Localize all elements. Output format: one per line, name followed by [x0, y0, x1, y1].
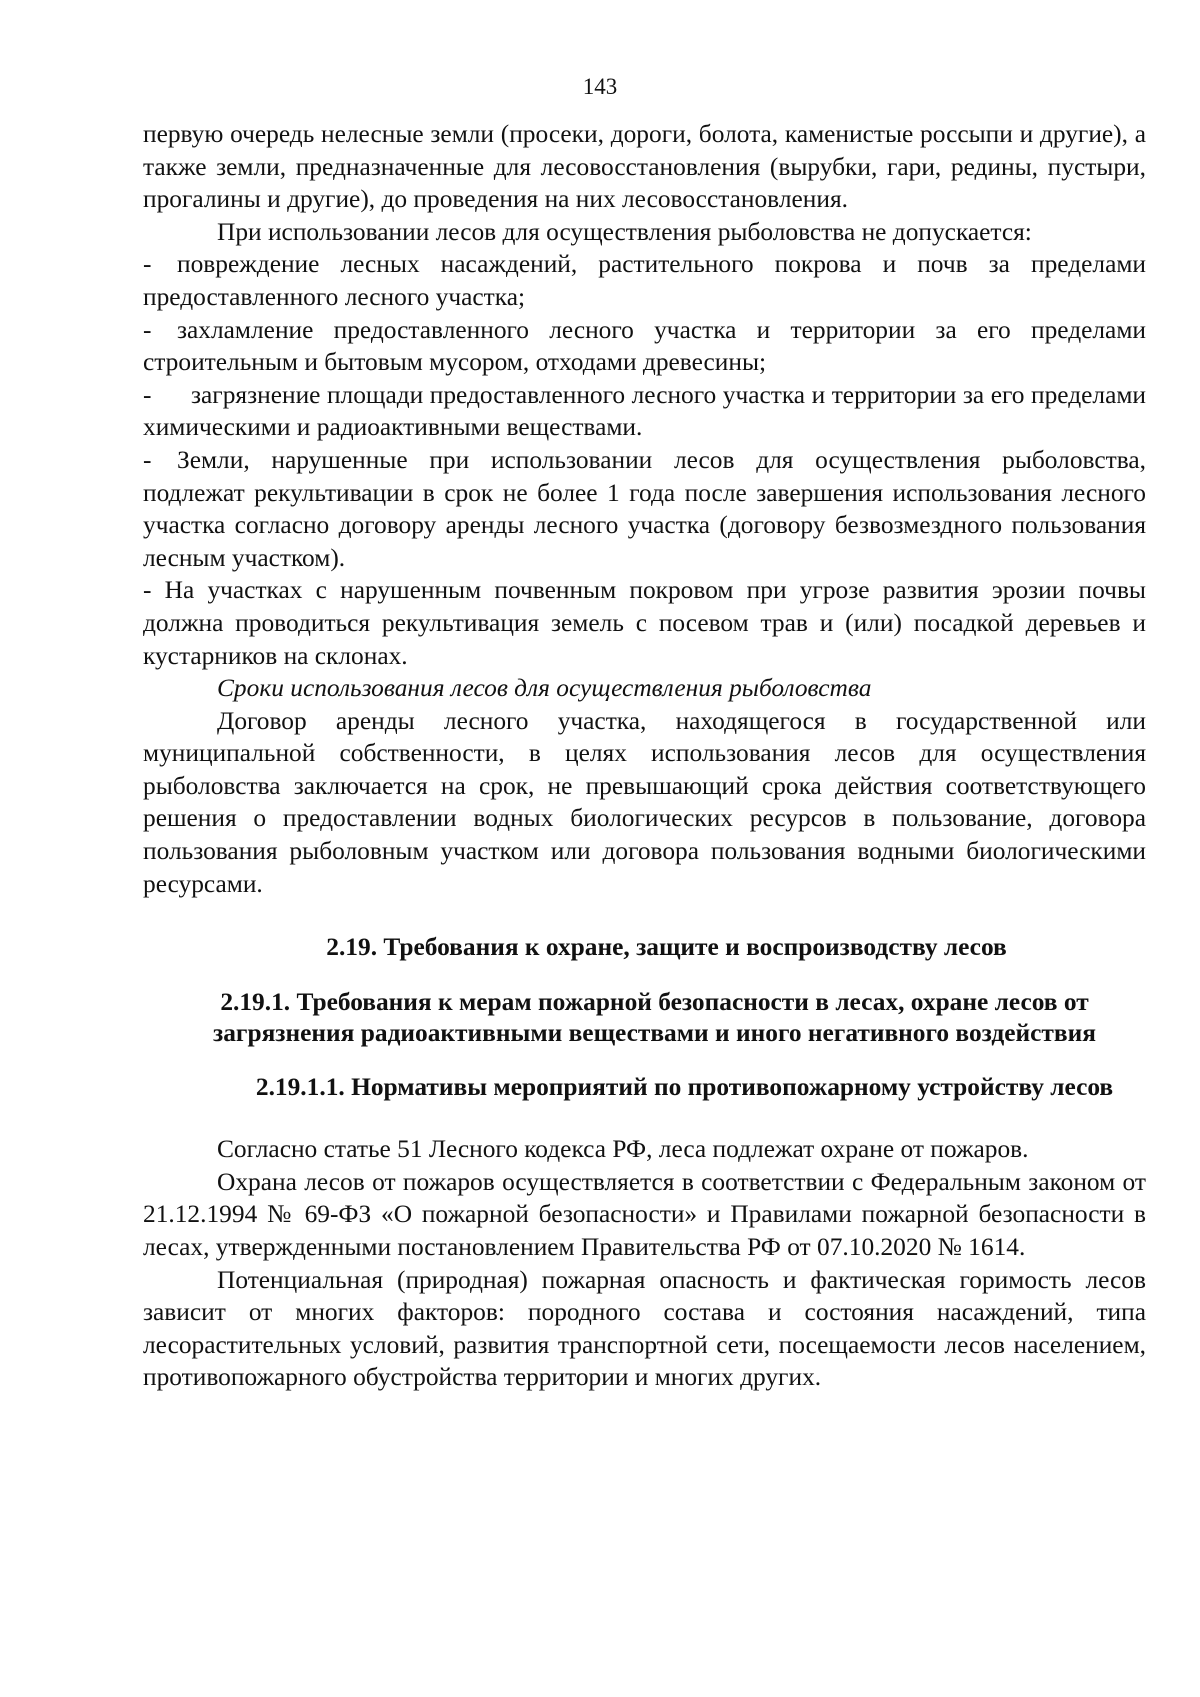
- paragraph-lease-term: Договор аренды лесного участка, находящегося в государственной или муниципальной собственности, в целях использования лесов для осуществления рыболовства заключается на срок, не превышающий срока действия соответствующего решения о предоставлении водных биологических ресурсов в пользование, договора пользования рыболовным участком или договора пользования водными биологическими ресурсами.: [143, 706, 1146, 898]
- list-item-text: захламление предоставленного лесного участка и территории за его пределами строительным и бытовым мусором, отходами древесины;: [143, 315, 1146, 377]
- section-heading-2-19-1: 2.19.1. Требования к мерам пожарной безопасности в лесах, охране лесов от загрязнения радиоактивными веществами и иного негативного воздействия: [213, 988, 1096, 1048]
- list-item: [143, 379, 1146, 444]
- paragraph-continuation: первую очередь нелесные земли (просеки, дороги, болота, каменистые россыпи и другие), а также земли, предназначенные для лесовосстановления (вырубки, гари, редины, пустыри, прогалины и другие), до проведения на них лесовосстановления.: [143, 120, 1146, 214]
- paragraph-prohibitions-intro: При использовании лесов для осуществления рыболовства не допускается:: [217, 217, 1032, 246]
- list-item: [143, 444, 1146, 574]
- section-heading-2-19: 2.19. Требования к охране, защите и воспроизводству лесов: [326, 933, 1007, 962]
- list-dash: -: [143, 315, 152, 344]
- list-item-text: Земли, нарушенные при использовании лесов для осуществления рыболовства, подлежат рекультивации в срок не более 1 года после завершения использования лесного участка согласно договору аренды лесного участка (договору безвозмездного пользования лесным участком).: [143, 445, 1146, 572]
- page-number: 143: [582, 74, 618, 99]
- list-item-text: загрязнение площади предоставленного лесного участка и территории за его пределами химическими и радиоактивными веществами.: [143, 380, 1146, 442]
- document-body: [143, 118, 1146, 1394]
- list-dash: -: [143, 380, 152, 409]
- list-dash: -: [143, 445, 152, 474]
- list-dash: -: [143, 250, 152, 279]
- list-item: [143, 314, 1146, 379]
- italic-subtitle: Сроки использования лесов для осуществления рыболовства: [217, 674, 872, 703]
- spacer: [143, 1103, 1146, 1133]
- list-item-text: повреждение лесных насаждений, растительного покрова и почв за пределами предоставленного лесного участка;: [143, 250, 1146, 311]
- paragraph-fire-danger-factors: Потенциальная (природная) пожарная опасность и фактическая горимость лесов зависит от многих факторов: породного состава и состояния насаждений, типа лесорастительных условий, развития транспортной сети, посещаемости лесов населением, противопожарного обустройства территории и многих других.: [143, 1265, 1146, 1392]
- paragraph-fire-protection-law: Охрана лесов от пожаров осуществляется в соответствии с Федеральным законом от 21.12.1994 № 69-ФЗ «О пожарной безопасности» и Правилами пожарной безопасности в лесах, утвержденными постановлением Правительства РФ от 07.10.2020 № 1614.: [143, 1167, 1146, 1262]
- section-heading-2-19-1-1: 2.19.1.1. Нормативы мероприятий по противопожарному устройству лесов: [255, 1073, 1114, 1102]
- paragraph-article-51: Согласно статье 51 Лесного кодекса РФ, леса подлежат охране от пожаров.: [217, 1135, 1029, 1164]
- list-item: [143, 248, 1146, 313]
- paragraph-erosion: - На участках с нарушенным почвенным покровом при угрозе развития эрозии почвы должна проводиться рекультивация земель с посевом трав и (или) посадкой деревьев и кустарников на склонах.: [143, 576, 1146, 670]
